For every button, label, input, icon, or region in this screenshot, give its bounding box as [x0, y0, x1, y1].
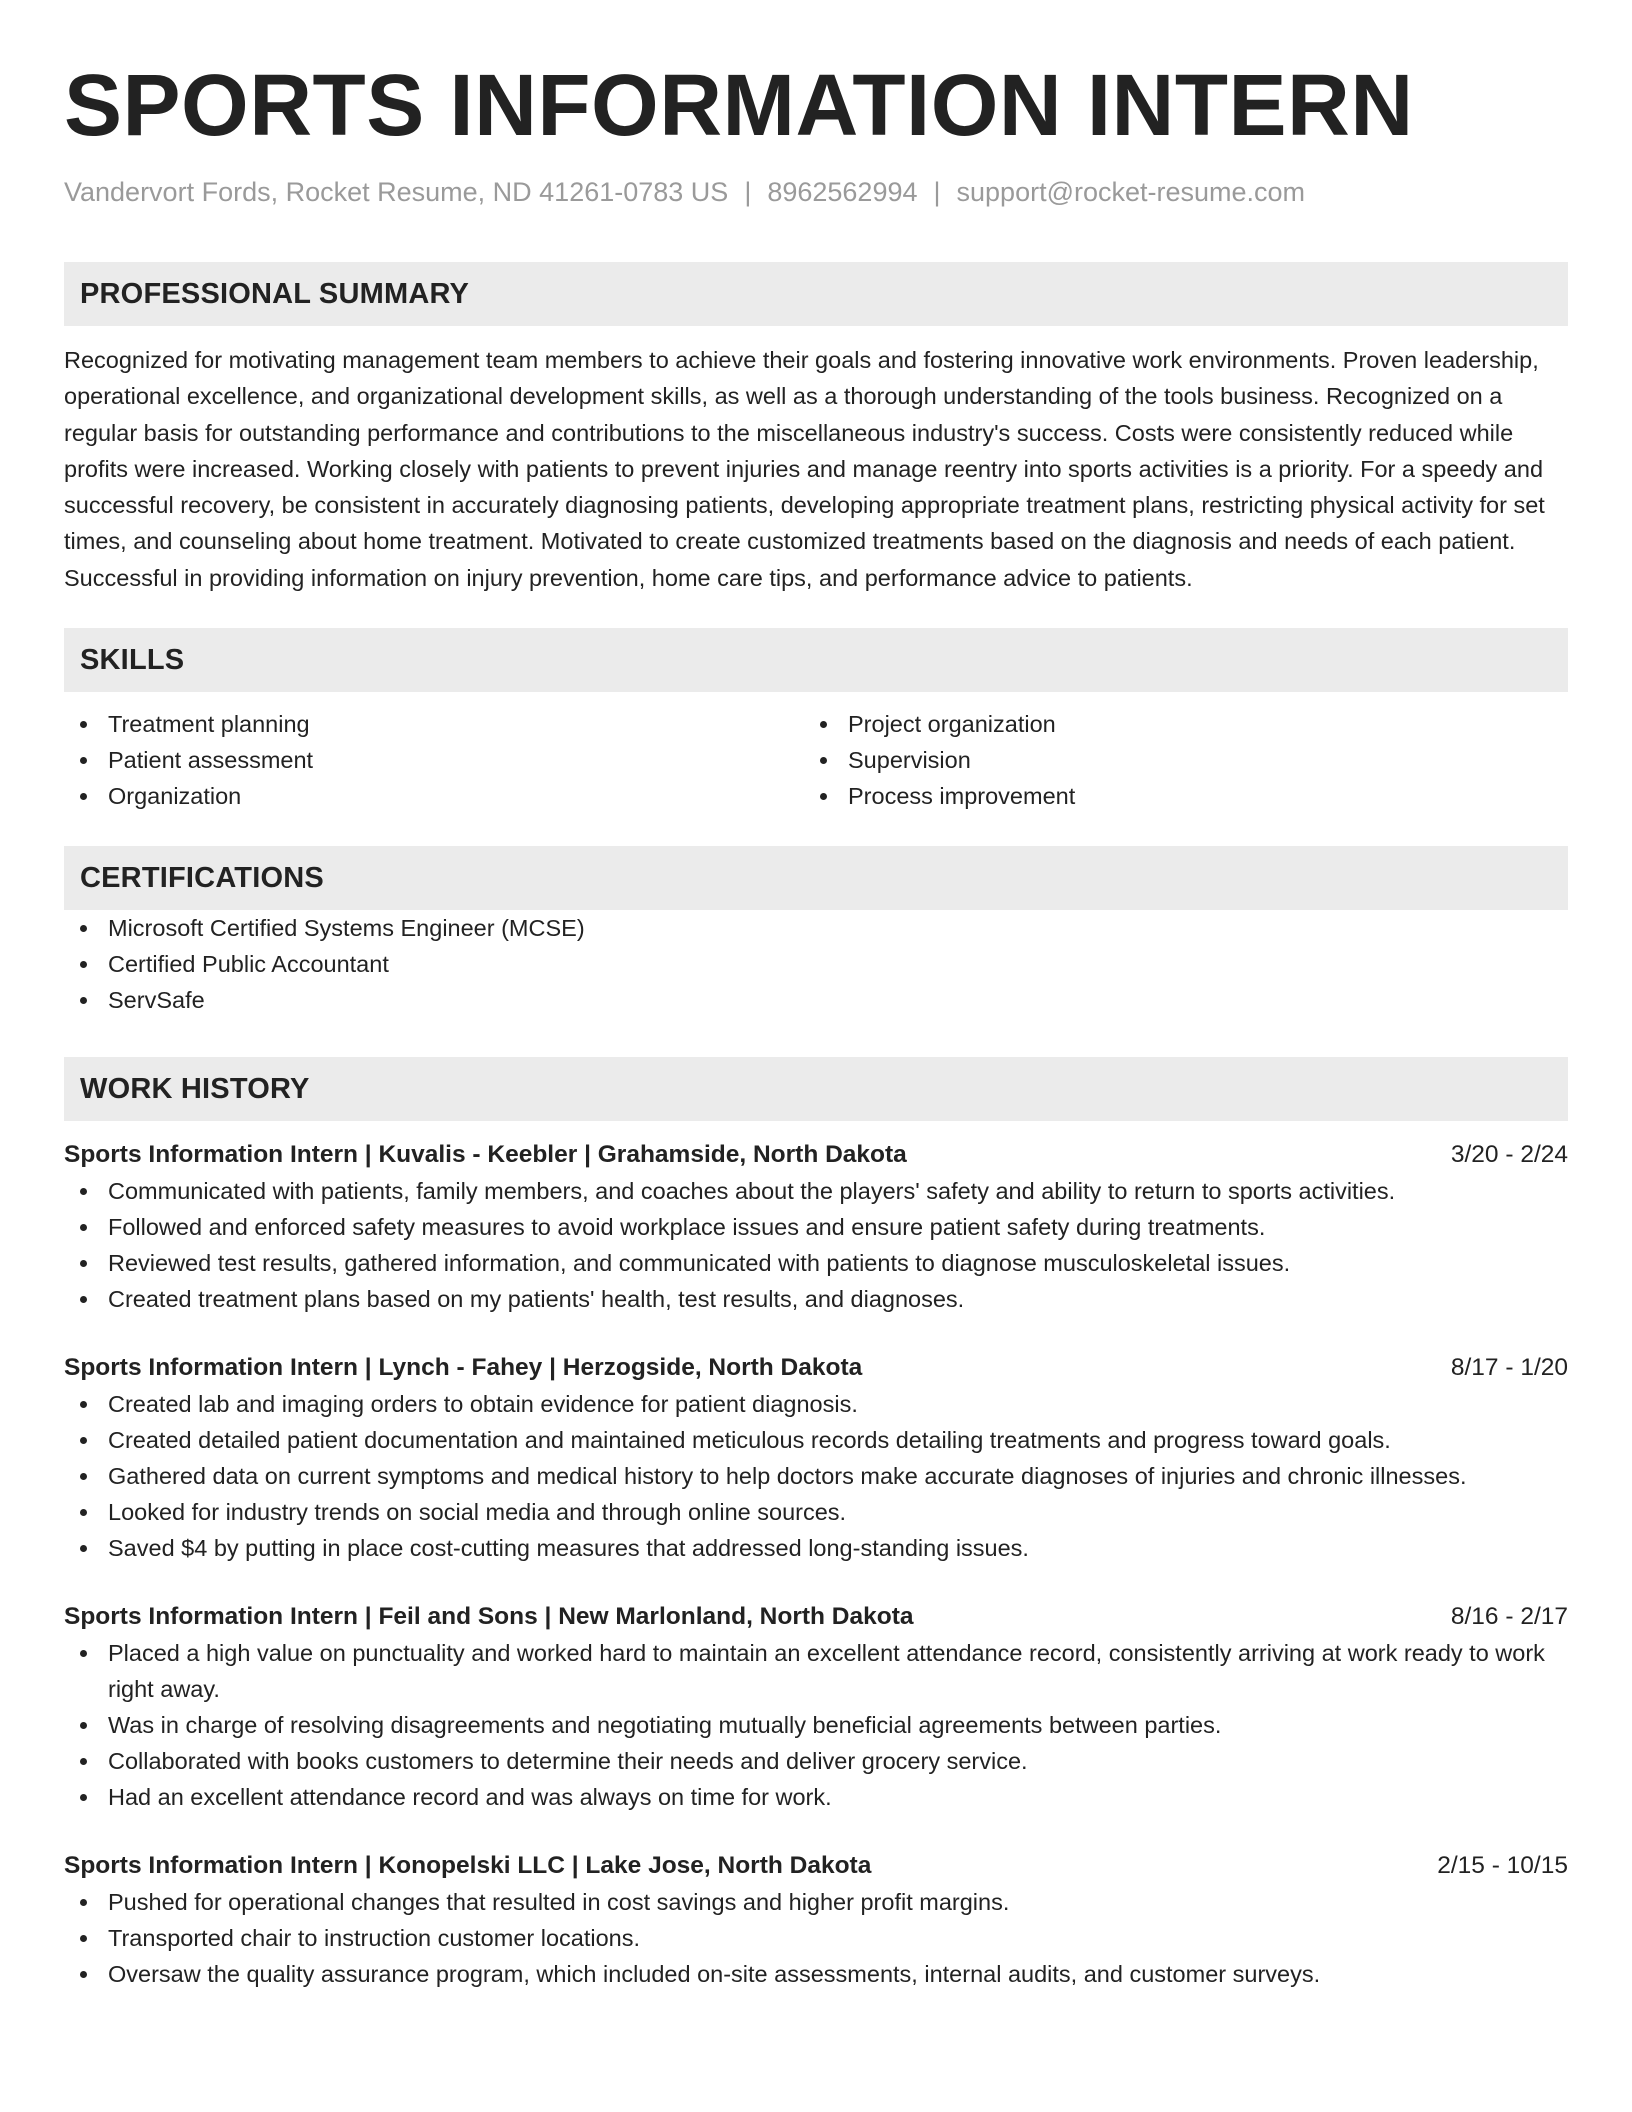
job-bullet: Created lab and imaging orders to obtain evidence for patient diagnosis. [64, 1386, 1568, 1422]
summary-paragraph: Recognized for motivating management team members to achieve their goals and fostering innovative work environments. Proven leadership, operational excellence, and organizational development skills, as well as a thorough understanding of the tools business. Recognized on a regular basis for outstanding performance and contributions to the miscellaneous industry's success. Costs were consistently reduced while profits were increased. Working closely with patients to prevent injuries and manage reentry into sports activities is a priority. For a speedy and successful recovery, be consistent in accurately diagnosing patients, developing appropriate treatment plans, restricting physical activity for set times, and counseling about home treatment. Motivated to create customized treatments based on the diagnosis and needs of each patient. Successful in providing information on injury prevention, home care tips, and performance advice to patients. [64, 347, 1545, 591]
job-entry [64, 1137, 1568, 1317]
contact-line [64, 174, 1568, 210]
job-header [64, 1848, 1568, 1884]
job-bullet: Gathered data on current symptoms and medical history to help doctors make accurate diagnoses of injuries and chronic illnesses. [64, 1458, 1568, 1494]
skill-item: Process improvement [804, 778, 1544, 814]
skill-item: Organization [64, 778, 804, 814]
job-bullet: Pushed for operational changes that resulted in cost savings and higher profit margins. [64, 1884, 1568, 1920]
job-bullet: Placed a high value on punctuality and worked hard to maintain an excellent attendance record, consistently arriving at work ready to work right away. [64, 1635, 1568, 1707]
job-bullet: Had an excellent attendance record and was always on time for work. [64, 1779, 1568, 1815]
job-header [64, 1137, 1568, 1173]
job-title: Sports Information Intern | Lynch - Fahey | Herzogside, North Dakota [64, 1354, 863, 1382]
job-bullet: Collaborated with books customers to determine their needs and deliver grocery service. [64, 1743, 1568, 1779]
certifications-list [64, 910, 1568, 1018]
job-title: Sports Information Intern | Konopelski LLC | Lake Jose, North Dakota [64, 1852, 872, 1880]
job-bullet: Was in charge of resolving disagreements and negotiating mutually beneficial agreements between parties. [64, 1707, 1568, 1743]
certification-item: ServSafe [64, 982, 1568, 1018]
job-bullet: Saved $4 by putting in place cost-cutting measures that addressed long-standing issues. [64, 1530, 1568, 1566]
job-dates: 8/16 - 2/17 [1450, 1603, 1568, 1631]
job-entry [64, 1848, 1568, 1992]
job-bullets [64, 1635, 1568, 1815]
contact-separator: | [744, 177, 752, 207]
job-entry [64, 1350, 1568, 1566]
skill-item: Treatment planning [64, 706, 804, 742]
contact-separator: | [933, 177, 941, 207]
section-heading-certifications: CERTIFICATIONS [64, 846, 1568, 910]
job-header [64, 1599, 1568, 1635]
skills-column-left [64, 706, 804, 814]
job-bullet: Reviewed test results, gathered information, and communicated with patients to diagnose musculoskeletal issues. [64, 1245, 1568, 1281]
contact-phone: 8962562994 [767, 177, 918, 207]
candidate-name: SPORTS INFORMATION INTERN [64, 57, 1414, 154]
job-bullet: Followed and enforced safety measures to avoid workplace issues and ensure patient safety during treatments. [64, 1209, 1568, 1245]
job-header [64, 1350, 1568, 1386]
skill-item: Patient assessment [64, 742, 804, 778]
skill-item: Supervision [804, 742, 1544, 778]
skill-item: Project organization [804, 706, 1544, 742]
contact-email: support@rocket-resume.com [956, 177, 1306, 207]
certification-item: Certified Public Accountant [64, 946, 1568, 982]
job-bullets [64, 1386, 1568, 1566]
section-heading-work-history: WORK HISTORY [64, 1057, 1568, 1121]
job-title: Sports Information Intern | Feil and Sons | New Marlonland, North Dakota [64, 1603, 914, 1631]
job-bullet: Oversaw the quality assurance program, which included on-site assessments, internal audits, and customer surveys. [64, 1956, 1568, 1992]
job-bullet: Created treatment plans based on my patients' health, test results, and diagnoses. [64, 1281, 1568, 1317]
certification-item: Microsoft Certified Systems Engineer (MCSE) [64, 910, 1568, 946]
job-dates: 2/15 - 10/15 [1437, 1852, 1568, 1880]
job-entry [64, 1599, 1568, 1815]
job-dates: 3/20 - 2/24 [1450, 1141, 1568, 1169]
job-dates: 8/17 - 1/20 [1450, 1354, 1568, 1382]
job-bullet: Transported chair to instruction customer locations. [64, 1920, 1568, 1956]
skills-grid [64, 706, 1568, 814]
section-heading-summary: PROFESSIONAL SUMMARY [64, 262, 1568, 326]
job-bullets [64, 1884, 1568, 1992]
contact-address: Vandervort Fords, Rocket Resume, ND 41261-0783 US [64, 177, 729, 207]
job-title: Sports Information Intern | Kuvalis - Keebler | Grahamside, North Dakota [64, 1141, 907, 1169]
skills-column-right [804, 706, 1544, 814]
section-heading-skills: SKILLS [64, 628, 1568, 692]
job-bullet: Communicated with patients, family members, and coaches about the players' safety and ability to return to sports activities. [64, 1173, 1568, 1209]
job-bullet: Looked for industry trends on social media and through online sources. [64, 1494, 1568, 1530]
job-bullet: Created detailed patient documentation and maintained meticulous records detailing treatments and progress toward goals. [64, 1422, 1568, 1458]
job-bullets [64, 1173, 1568, 1317]
